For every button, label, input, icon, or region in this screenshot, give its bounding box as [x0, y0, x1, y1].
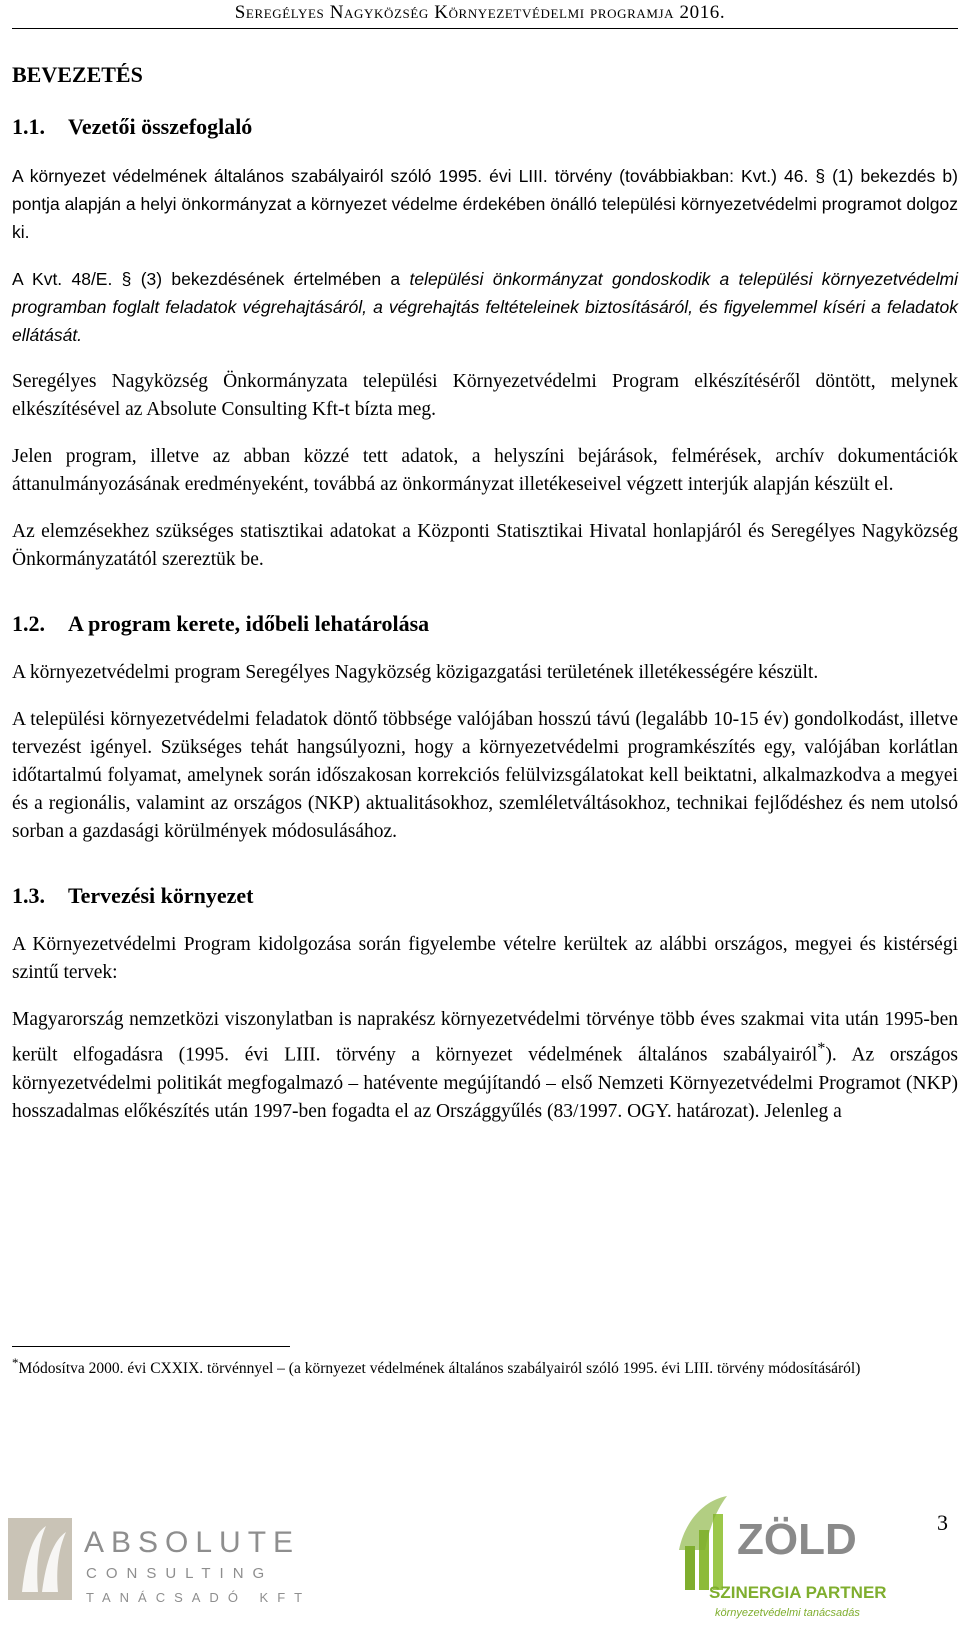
section-heading-1-1 [12, 114, 958, 140]
paragraph: Az elemzésekhez szükséges statisztikai adatokat a Központi Statisztikai Hivatal honlapjáról és Seregélyes Nagyközség Önkormányzatától szereztük be. [12, 521, 958, 570]
absolute-logo-line2: CONSULTING [86, 1565, 274, 1582]
footnote-text: Módosítva 2000. évi CXXIX. törvénnyel – (a környezet védelmének általános szabályairól szóló 1995. évi LIII. törvény módosításáról) [18, 1360, 861, 1378]
paragraph: Seregélyes Nagyközség Önkormányzata települési Környezetvédelmi Program elkészítéséről döntött, melynek elkészítésével az Absolute Consulting Kft-t bízta meg. [12, 371, 958, 420]
absolute-logo-line1: ABSOLUTE [84, 1526, 301, 1559]
chapter-heading: BEVEZETÉS [12, 62, 143, 87]
footnote-reference[interactable]: * [817, 1039, 826, 1057]
section-title: A program kerete, időbeli lehatárolása [68, 611, 430, 636]
zold-szinergia-logo [665, 1490, 905, 1630]
page-number: 3 [937, 1510, 948, 1535]
paragraph-text: ). Az országos környezetvédelmi politikát megfogalmazó – hatévente megújítandó – első Nemzeti Környezetvédelmi Programot (NKP) hosszadalmas előkészítés után 1997-ben fogadta el az Országgyűlés (83/1997. OGY. határozat). Jelenleg a [12, 1044, 958, 1122]
header-rule [12, 28, 958, 29]
running-header: Seregélyes Nagyközség Környezetvédelmi programja 2016. [234, 2, 726, 23]
absolute-logo-mark-icon [8, 1518, 72, 1600]
page-footer [0, 1470, 960, 1636]
zold-logo-line3: környezetvédelmi tanácsadás [715, 1607, 860, 1619]
section-number: 1.1. [12, 114, 45, 139]
footnote-separator [12, 1346, 290, 1347]
zold-logo-line1: ZÖLD [737, 1515, 857, 1564]
section-heading-1-2 [12, 611, 958, 637]
section-title: Tervezési környezet [68, 883, 254, 908]
section-title: Vezetői összefoglaló [68, 114, 253, 139]
paragraph-text: A Kvt. 48/E. § (3) bekezdésének értelmében a [12, 269, 410, 289]
paragraph: Jelen program, illetve az abban közzé tett adatok, a helyszíni bejárások, felmérések, archív dokumentációk áttanulmányozásának eredményeként, továbbá az önkormányzat illetékeseivel végzett interjúk alapján készült el. [12, 446, 958, 495]
absolute-logo-line3: TANÁCSADÓ KFT [86, 1590, 312, 1605]
italic-quote: települési önkormányzat gondoskodik a települési környezetvédelmi programban foglalt feladatok végrehajtásáról, a végrehajtás feltételeinek biztosításáról, és figyelemmel kíséri a feladatok ellátását. [12, 269, 958, 345]
footnote [12, 1352, 952, 1379]
paragraph [12, 265, 958, 349]
section-number: 1.3. [12, 883, 45, 908]
paragraph [12, 1006, 958, 1126]
leaf-logo-icon [679, 1496, 727, 1590]
document-body [12, 62, 958, 1145]
absolute-consulting-logo [8, 1504, 312, 1629]
paragraph: A települési környezetvédelmi feladatok döntő többsége valójában hosszú távú (legalább 10-15 év) gondolkodást, illetve tervezést igényel. Szükséges tehát hangsúlyozni, hogy a környezetvédelmi programkészítés egy, valójában korlátlan időtartalmú folyamat, amelynek során időszakosan korrekciós felülvizsgálatokat kell beiktatni, alkalmazkodva a megyei és a regionális, valamint az országos (NKP) aktualitásokhoz, szemléletváltásokhoz, technikai fejlődéshez és nem utolsó sorban a gazdasági körülmények módosulásához. [12, 709, 958, 842]
paragraph: A Környezetvédelmi Program kidolgozása során figyelembe vételre kerültek az alábbi országos, megyei és kistérségi szintű tervek: [12, 934, 958, 983]
section-number: 1.2. [12, 611, 45, 636]
paragraph: A környezet védelmének általános szabályairól szóló 1995. évi LIII. törvény (továbbiakban: Kvt.) 46. § (1) bekezdés b) pontja alapján a helyi önkormányzat a környezet védelme érdekében önálló települési környezetvédelmi programot dolgoz ki. [12, 166, 958, 242]
zold-logo-line2: SZINERGIA PARTNER [709, 1583, 887, 1602]
section-heading-1-3 [12, 883, 958, 909]
footnote-mark: * [12, 1355, 19, 1370]
paragraph: A környezetvédelmi program Seregélyes Nagyközség közigazgatási területének illetékességére készült. [12, 662, 819, 683]
paragraph-text: Magyarország nemzetközi viszonylatban is naprakész környezetvédelmi törvénye több éves szakmai vita után 1995-ben került elfogadásra (1995. évi LIII. törvény a környezet védelmének általános szabályairól [12, 1009, 958, 1066]
